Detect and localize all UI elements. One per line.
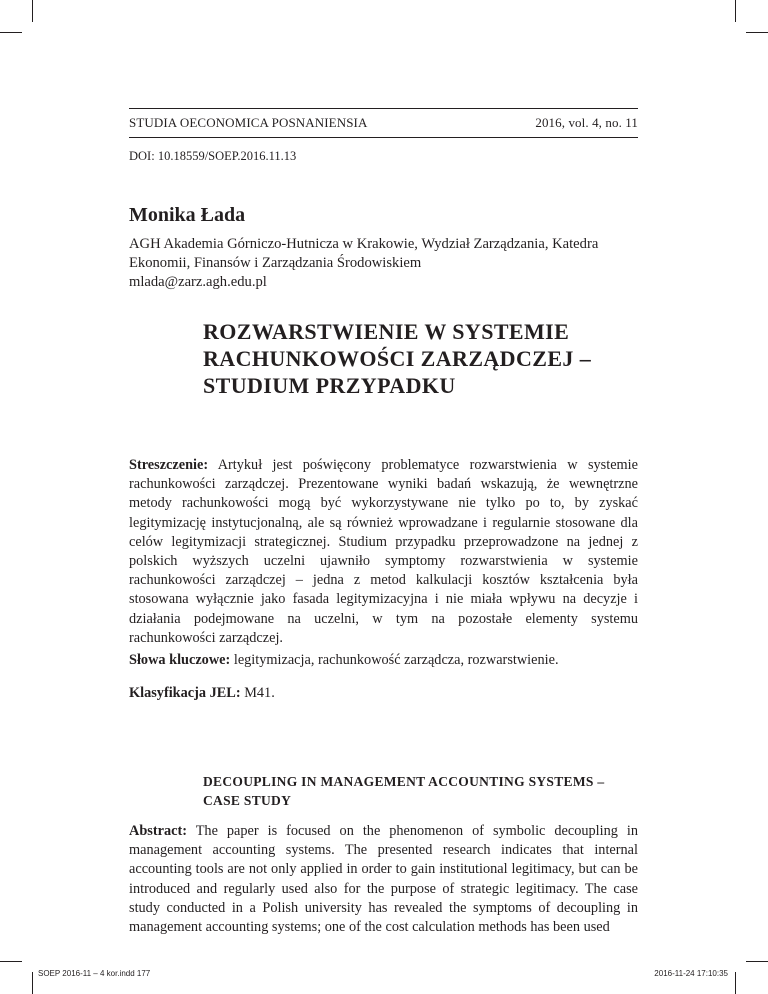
crop-mark [735, 0, 736, 22]
header-rule-bottom [129, 137, 638, 138]
running-header [129, 115, 638, 131]
author-affiliation [129, 235, 649, 292]
article-title-en: DECOUPLING IN MANAGEMENT ACCOUNTING SYSTEMS – CASE STUDY [203, 774, 605, 808]
crop-mark [32, 972, 33, 994]
abstract-pl-label: Streszczenie: [129, 457, 209, 473]
crop-mark [735, 972, 736, 994]
crop-mark [0, 32, 22, 33]
footer-file-name: SOEP 2016-11 – 4 kor.indd 177 [38, 969, 151, 978]
abstract-pl [129, 456, 638, 648]
article-title-pl: ROZWARSTWIENIE W SYSTEMIE RACHUNKOWOŚCI ZARZĄDCZEJ – STUDIUM PRZYPADKU [203, 319, 592, 398]
doi: DOI: 10.18559/SOEP.2016.11.13 [129, 149, 297, 163]
author-name: Monika Łada [129, 204, 246, 226]
keywords-label: Słowa kluczowe: [129, 652, 231, 668]
keywords [129, 651, 638, 670]
abstract-en-text: The paper is focused on the phenomenon of symbolic decoupling in management accounting systems. The presented research indicates that internal accounting tools are not only applied in order to gain institutional legitimacy, but can be introduced and regularly used also for the purpose of strategic legitimacy. The case study conducted in a Polish university has revealed the symptoms of decoupling in management accounting systems; one of the cost calculation methods has been used [129, 823, 638, 936]
issue-info: 2016, vol. 4, no. 11 [535, 115, 638, 130]
keywords-text: legitymizacja, rachunkowość zarządcza, rozwarstwienie. [233, 652, 559, 668]
jel-label: Klasyfikacja JEL: [129, 685, 241, 701]
abstract-en-label: Abstract: [129, 823, 187, 839]
affiliation-text: AGH Akademia Górniczo-Hutnicza w Krakowie, Wydział Zarządzania, Katedra Ekonomii, Finansów i Zarządzania Środowiskiem [129, 236, 599, 271]
abstract-pl-text: Artykuł jest poświęcony problematyce rozwarstwienia w systemie rachunkowości zarządczej. Prezentowane wyniki badań wskazują, że wewnętrzne metody rachunkowości mogą być wykorzystywane nie tylko po to, by zyskać legitymizację instytucjonalną, ale są również wprowadzane i regularnie stosowane dla celów legitymizacji strategicznej. Studium przypadku przeprowadzone na jednej z polskich wyższych uczelni ujawniło symptomy rozwarstwienia w systemie rachunkowości zarządczej – jedna z metod kalkulacji kosztów kształcenia była stosowana wyłącznie jako fasada legitymizacyjna i nie miała wpływu na decyzje i działania podejmowane na uczelni, w tym na pozostałe elementy systemu rachunkowości zarządczej. [129, 457, 638, 646]
crop-mark [32, 0, 33, 22]
crop-mark [746, 961, 768, 962]
crop-mark [746, 32, 768, 33]
crop-mark [0, 961, 22, 962]
header-rule-top [129, 108, 638, 109]
author-email: mlada@zarz.agh.edu.pl [129, 274, 267, 290]
jel-classification [129, 684, 638, 703]
jel-text: M41. [244, 685, 275, 701]
footer-timestamp: 2016-11-24 17:10:35 [654, 969, 728, 978]
journal-name: STUDIA OECONOMICA POSNANIENSIA [129, 115, 368, 130]
abstract-en [129, 822, 638, 937]
